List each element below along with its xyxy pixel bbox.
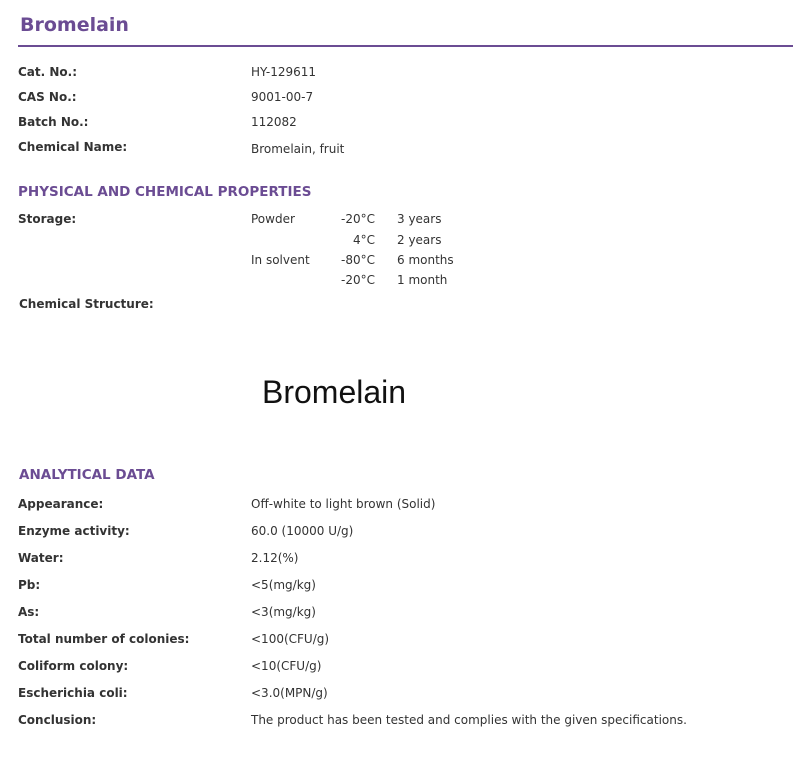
water-value: 2.12(%) <box>251 551 299 565</box>
title-divider <box>18 45 793 47</box>
chemical-name-value: Bromelain, fruit <box>251 142 345 156</box>
batch-no-value: 112082 <box>251 115 297 129</box>
pb-value: <5(mg/kg) <box>251 578 316 592</box>
enzyme-activity-value: 60.0 (10000 U/g) <box>251 524 354 538</box>
as-label: As: <box>18 605 40 619</box>
total-colonies-value: <100(CFU/g) <box>251 632 330 646</box>
coliform-colony-label: Coliform colony: <box>18 659 129 673</box>
appearance-label: Appearance: <box>18 497 104 511</box>
storage-duration: 2 years <box>397 233 442 247</box>
pb-label: Pb: <box>18 578 41 592</box>
storage-temp: -20°C <box>341 212 375 226</box>
enzyme-activity-label: Enzyme activity: <box>18 524 130 538</box>
escherichia-coli-label: Escherichia coli: <box>18 686 128 700</box>
conclusion-label: Conclusion: <box>18 713 97 727</box>
storage-temp: -20°C <box>341 273 375 287</box>
analytical-data-heading: ANALYTICAL DATA <box>19 467 155 483</box>
total-colonies-label: Total number of colonies: <box>18 632 190 646</box>
storage-duration: 3 years <box>397 212 442 226</box>
chemical-structure-label: Chemical Structure: <box>19 297 154 311</box>
cat-no-label: Cat. No.: <box>18 65 78 79</box>
conclusion-value: The product has been tested and complies with the given specifications. <box>251 713 687 727</box>
as-value: <3(mg/kg) <box>251 605 316 619</box>
storage-form: In solvent <box>251 253 310 267</box>
escherichia-coli-value: <3.0(MPN/g) <box>251 686 328 700</box>
storage-form: Powder <box>251 212 295 226</box>
storage-label: Storage: <box>18 212 77 226</box>
coliform-colony-value: <10(CFU/g) <box>251 659 322 673</box>
appearance-value: Off-white to light brown (Solid) <box>251 497 436 511</box>
product-title: Bromelain <box>20 14 129 36</box>
batch-no-label: Batch No.: <box>18 115 89 129</box>
storage-duration: 6 months <box>397 253 454 267</box>
storage-temp: 4°C <box>352 233 375 247</box>
cas-no-value: 9001-00-7 <box>251 90 314 104</box>
cas-no-label: CAS No.: <box>18 90 77 104</box>
water-label: Water: <box>18 551 64 565</box>
storage-duration: 1 month <box>397 273 448 287</box>
physical-properties-heading: PHYSICAL AND CHEMICAL PROPERTIES <box>18 184 312 200</box>
cat-no-value: HY-129611 <box>251 65 317 79</box>
chemical-structure-image: Bromelain <box>262 374 407 410</box>
chemical-name-label: Chemical Name: <box>18 140 128 154</box>
storage-temp: -80°C <box>341 253 375 267</box>
